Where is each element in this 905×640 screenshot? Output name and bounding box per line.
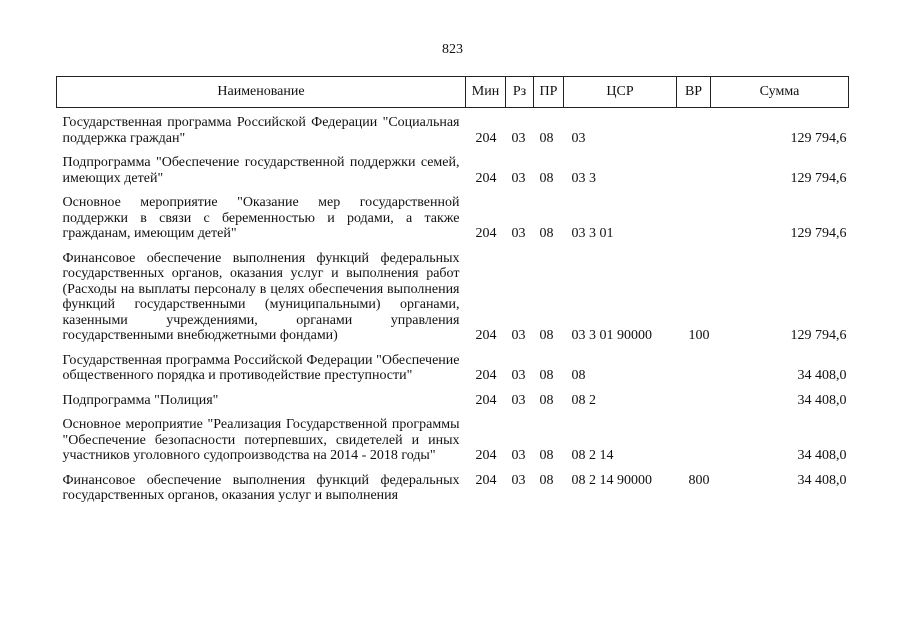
row-name: Основное мероприятие "Оказание мер государственной поддержки в связи с беременностью и родами, а также гражданам, имеющим детей"	[62, 195, 460, 241]
row-name: Финансовое обеспечение выполнения функций федеральных государственных органов, оказания услуг и выполнения работ (Расходы на выплаты персоналу в целях обеспечения выполнения функций государственными (муниципальными) органами, казенными учреждениями, органами управления государственными внебюджетными фондами)	[62, 250, 460, 343]
header-rz: Рз	[506, 77, 534, 108]
row-csr: 03 3 01	[571, 226, 614, 241]
row-name: Государственная программа Российской Федерации "Социальная поддержка граждан"	[62, 115, 460, 146]
row-sum: 129 794,6	[790, 328, 847, 343]
table-row	[57, 146, 849, 186]
header-name: Наименование	[57, 77, 466, 108]
row-name: Подпрограмма "Полиция"	[62, 392, 219, 408]
row-rz: 03	[511, 328, 526, 343]
row-vr: 100	[688, 328, 710, 343]
row-vr	[677, 384, 711, 409]
row-min: 204	[475, 392, 497, 408]
row-name: Финансовое обеспечение выполнения функций федеральных государственных органов, оказания услуг и выполнения	[62, 472, 460, 503]
header-vr: ВР	[677, 77, 711, 108]
row-vr	[677, 344, 711, 384]
row-csr: 08 2	[571, 392, 596, 408]
row-min: 204	[475, 328, 497, 343]
row-min: 204	[475, 368, 497, 383]
row-csr: 03 3 01 90000	[571, 328, 652, 343]
row-csr: 03 3	[571, 170, 596, 186]
table-row	[57, 384, 849, 409]
row-sum: 129 794,6	[790, 170, 847, 186]
table-row	[57, 108, 849, 147]
budget-table	[56, 76, 849, 504]
header-csr: ЦСР	[564, 77, 677, 108]
header-sum: Сумма	[711, 77, 849, 108]
row-vr	[677, 146, 711, 186]
row-pr: 08	[539, 170, 554, 186]
header-pr: ПР	[534, 77, 564, 108]
row-name: Подпрограмма "Обеспечение государственной поддержки семей, имеющих детей"	[62, 155, 460, 186]
row-vr	[677, 108, 711, 147]
row-rz: 03	[511, 392, 526, 408]
row-min: 204	[475, 170, 497, 186]
row-pr: 08	[539, 328, 554, 343]
row-rz: 03	[511, 472, 526, 488]
table-row	[57, 408, 849, 464]
table-header	[57, 77, 849, 108]
row-min: 204	[475, 130, 497, 146]
row-rz: 03	[511, 226, 526, 241]
row-pr: 08	[539, 130, 554, 146]
row-sum: 34 408,0	[797, 448, 847, 463]
row-pr: 08	[539, 392, 554, 408]
row-rz: 03	[511, 170, 526, 186]
row-pr: 08	[539, 448, 554, 463]
row-pr: 08	[539, 368, 554, 383]
row-name: Государственная программа Российской Федерации "Обеспечение общественного порядка и противодействие преступности"	[62, 352, 460, 383]
row-min: 204	[475, 448, 497, 463]
row-rz: 03	[511, 368, 526, 383]
row-sum: 34 408,0	[797, 392, 847, 408]
row-sum: 129 794,6	[790, 130, 847, 146]
table-row	[57, 344, 849, 384]
header-min: Мин	[466, 77, 506, 108]
row-sum: 129 794,6	[790, 226, 847, 241]
row-vr: 800	[688, 472, 710, 488]
row-vr	[677, 408, 711, 464]
table-row	[57, 186, 849, 242]
row-pr: 08	[539, 226, 554, 241]
table-row	[57, 242, 849, 344]
row-csr: 03	[571, 130, 586, 146]
row-sum: 34 408,0	[797, 368, 847, 383]
row-csr: 08	[571, 368, 586, 383]
row-csr: 08 2 14	[571, 448, 614, 463]
table-row	[57, 464, 849, 504]
row-rz: 03	[511, 448, 526, 463]
page-number: 823	[442, 42, 463, 57]
table-body	[57, 108, 849, 504]
row-vr	[677, 186, 711, 242]
row-pr: 08	[539, 472, 554, 488]
row-rz: 03	[511, 130, 526, 146]
row-sum: 34 408,0	[797, 472, 847, 488]
row-min: 204	[475, 226, 497, 241]
row-min: 204	[475, 472, 497, 488]
row-csr: 08 2 14 90000	[571, 472, 652, 488]
row-name: Основное мероприятие "Реализация Государственной программы "Обеспечение безопасности потерпевших, свидетелей и иных участников уголовного судопроизводства на 2014 - 2018 годы"	[62, 417, 460, 463]
